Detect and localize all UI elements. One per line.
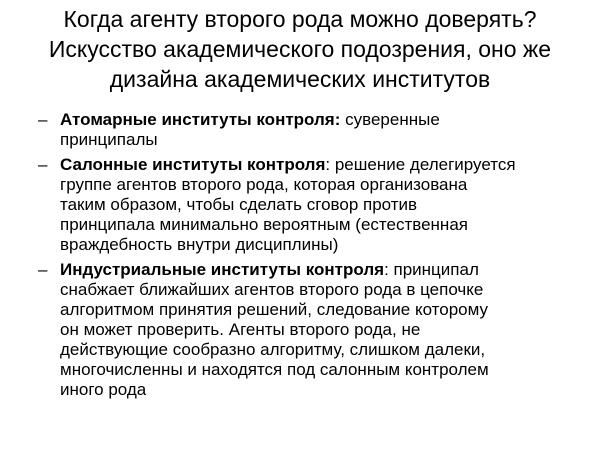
bullet-term: Салонные институты контроля — [60, 155, 326, 174]
bullet-text-line: таким образом, чтобы сделать сговор против — [60, 195, 418, 214]
dash-marker: – — [38, 110, 48, 129]
bullet-text: : решение делегируется — [325, 155, 516, 174]
bullet-text-line: многочисленны и находятся под салонным контролем — [60, 360, 489, 379]
slide-title-line: Искусство академического подозрения, оно же — [48, 36, 552, 62]
bullet-list — [38, 110, 558, 405]
bullet-text-line: группе агентов второго рода, которая организована — [60, 175, 468, 194]
bullet-item-atomic — [38, 110, 558, 150]
bullet-term: Индустриальные институты контроля — [60, 260, 385, 279]
bullet-first-line — [60, 155, 558, 175]
bullet-first-line — [60, 110, 558, 130]
bullet-item-salon — [38, 155, 558, 255]
bullet-text-line: принципалы — [60, 130, 158, 149]
slide-title-line: дизайна академических институтов — [109, 66, 491, 92]
bullet-text-line: он может проверить. Агенты второго рода, не — [60, 320, 421, 339]
bullet-text-line: принципала минимально вероятным (естественная — [60, 215, 468, 234]
bullet-term: Атомарные институты контроля: — [60, 110, 341, 129]
slide-title — [0, 4, 600, 94]
bullet-text-line: враждебность внутри дисциплины) — [60, 235, 339, 254]
bullet-text-line: снабжает ближайших агентов второго рода в цепочке — [60, 280, 484, 299]
dash-marker: – — [38, 155, 48, 174]
bullet-text: суверенные — [340, 110, 440, 129]
dash-marker: – — [38, 260, 48, 279]
bullet-item-industrial — [38, 260, 558, 400]
bullet-text-line: действующие сообразно алгоритму, слишком далеки, — [60, 340, 486, 359]
bullet-text-line: алгоритмом принятия решений, следование которому — [60, 300, 489, 319]
bullet-text-line: иного рода — [60, 380, 147, 399]
slide-title-line: Когда агенту второго рода можно доверять? — [63, 6, 537, 32]
bullet-first-line — [60, 260, 558, 280]
bullet-text: : принципал — [384, 260, 479, 279]
